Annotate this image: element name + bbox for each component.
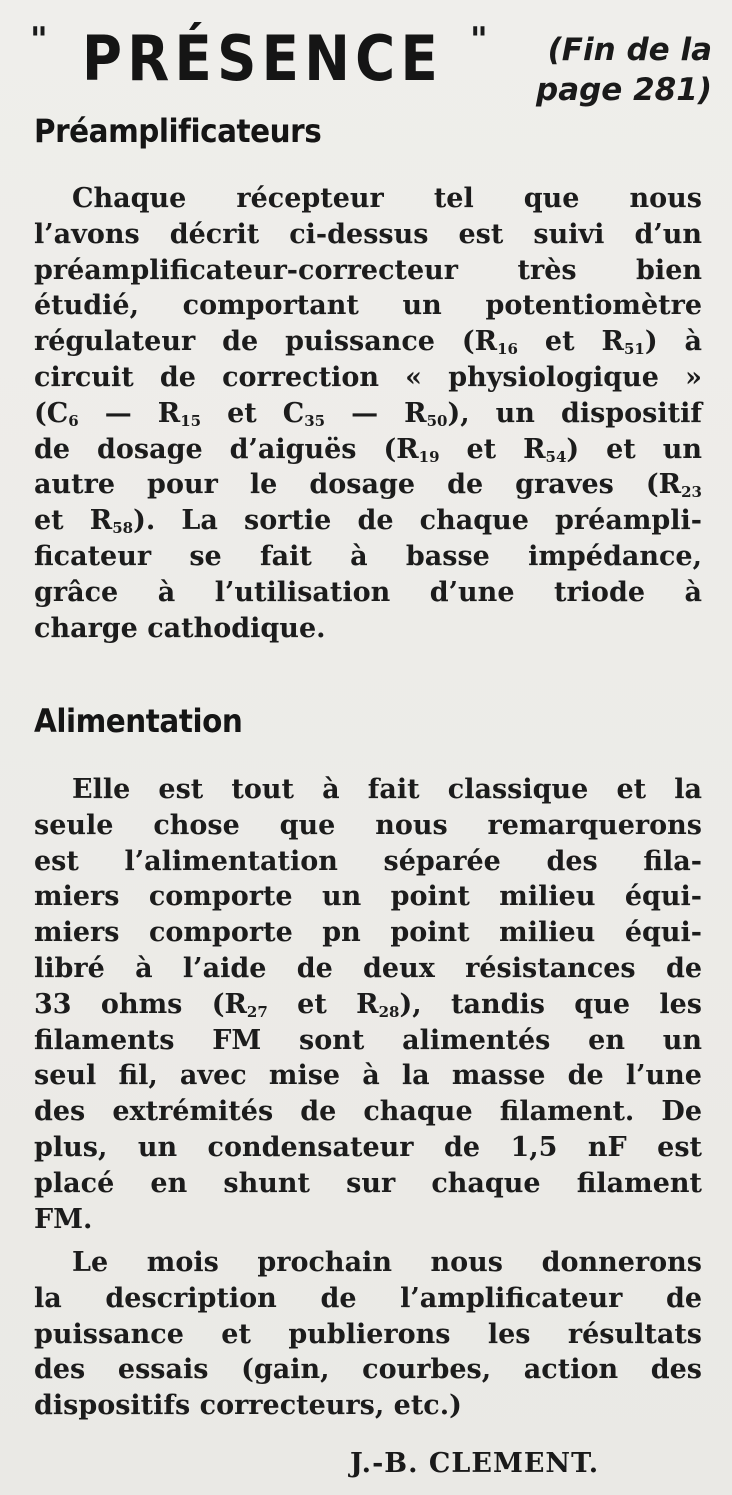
text-line: filaments FM sont alimentés en un: [34, 1024, 702, 1056]
text-line: Elle est tout à fait classique et la: [72, 774, 702, 805]
article-title: PRÉSENCE: [82, 22, 444, 95]
text-line: charge cathodique.: [34, 612, 326, 644]
text-line: 33 ohms ($R_{27}$ et $R_{28}$), tandis que les: [34, 988, 702, 1021]
section-heading-preamplificateurs: Préamplificateurs: [34, 112, 322, 150]
text-line: des extrémités de chaque filament. De: [34, 1096, 702, 1128]
section-heading-alimentation: Alimentation: [34, 702, 243, 740]
paragraph-conclusion: [34, 1245, 702, 1424]
text-line: placé en shunt sur chaque filament: [34, 1167, 702, 1199]
title-quote-open: ": [30, 20, 48, 60]
text-line: grâce à l’utilisation d’une triode à: [34, 576, 702, 608]
text-line: préamplificateur-correcteur très bien: [34, 254, 702, 286]
text-line: miers comporte pn point milieu équi-: [34, 917, 702, 949]
text-line: l’avons décrit ci-dessus est suivi d’un: [34, 218, 702, 250]
text-line: de dosage d’aiguës ($R_{19}$ et $R_{54}$) et un: [34, 433, 702, 466]
author-signature: J.-B. CLEMENT.: [350, 1448, 600, 1479]
paragraph-alimentation: [34, 772, 702, 1237]
text-line: plus, un condensateur de 1,5 nF est: [34, 1131, 702, 1163]
text-line: dispositifs correcteurs, etc.): [34, 1390, 462, 1422]
text-line: des essais (gain, courbes, action des: [34, 1354, 702, 1386]
text-line: étudié, comportant un potentiomètre: [34, 290, 702, 322]
text-line: ficateur se fait à basse impédance,: [34, 540, 702, 572]
text-line: autre pour le dosage de graves ($R_{23}$: [34, 469, 702, 502]
title-row: [30, 14, 710, 124]
text-line: FM.: [34, 1203, 93, 1235]
text-line: libré à l’aide de deux résistances de: [34, 952, 702, 984]
text-line: circuit de correction « physiologique »: [34, 361, 702, 393]
continuation-line-1: (Fin de la: [547, 32, 712, 68]
continuation-note: [516, 30, 712, 110]
text-line: seule chose que nous remarquerons: [34, 809, 702, 841]
text-line: Le mois prochain nous donnerons: [72, 1247, 702, 1278]
text-line: ($C_6$ — $R_{15}$ et $C_{35}$ — $R_{50}$), un dispositif: [34, 397, 702, 430]
text-line: régulateur de puissance ($R_{16}$ et $R_{51}$) à: [34, 326, 703, 359]
text-line: seul fil, avec mise à la masse de l’une: [34, 1060, 702, 1092]
text-line: est l’alimentation séparée des fila-: [34, 845, 702, 877]
text-line: et $R_{58}$). La sortie de chaque préampli-: [34, 505, 702, 538]
text-line: puissance et publierons les résultats: [34, 1318, 702, 1350]
paragraph-preamplificateurs: [34, 181, 702, 646]
text-line: miers comporte un point milieu équi-: [34, 881, 702, 913]
text-line: la description de l’amplificateur de: [34, 1282, 702, 1314]
title-quote-close: ": [470, 20, 488, 60]
text-line: Chaque récepteur tel que nous: [72, 183, 702, 214]
continuation-line-2: page 281): [536, 72, 712, 108]
